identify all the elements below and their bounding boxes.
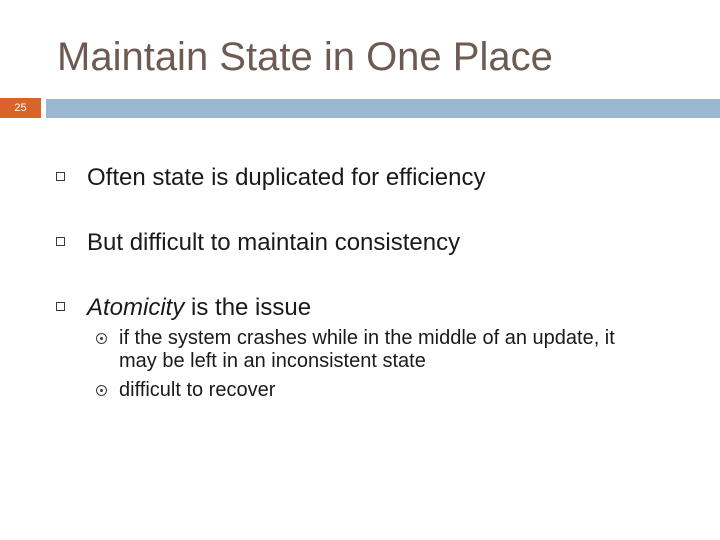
emphasized-term: Atomicity bbox=[87, 294, 185, 321]
slide-number: 25 bbox=[0, 98, 41, 118]
bullet-text: But difficult to maintain consistency bbox=[87, 229, 461, 256]
slide-title: Maintain State in One Place bbox=[57, 35, 553, 79]
title-divider-bar bbox=[46, 99, 720, 118]
square-bullet-icon bbox=[56, 237, 65, 246]
sub-bullet-text: difficult to recover bbox=[119, 379, 276, 401]
bullet-text-rest: is the issue bbox=[184, 294, 312, 321]
square-bullet-icon bbox=[56, 172, 65, 181]
sub-bullet-item bbox=[96, 327, 656, 373]
square-bullet-icon bbox=[56, 302, 65, 311]
sub-bullet-item bbox=[96, 379, 656, 402]
bullet-text: Often state is duplicated for efficiency bbox=[87, 164, 486, 191]
sub-bullet-text: if the system crashes while in the middle of an update, it may be left in an inconsistent state bbox=[119, 327, 615, 372]
target-bullet-icon bbox=[96, 333, 107, 344]
bullet-text bbox=[87, 294, 311, 322]
target-bullet-icon bbox=[96, 385, 107, 396]
